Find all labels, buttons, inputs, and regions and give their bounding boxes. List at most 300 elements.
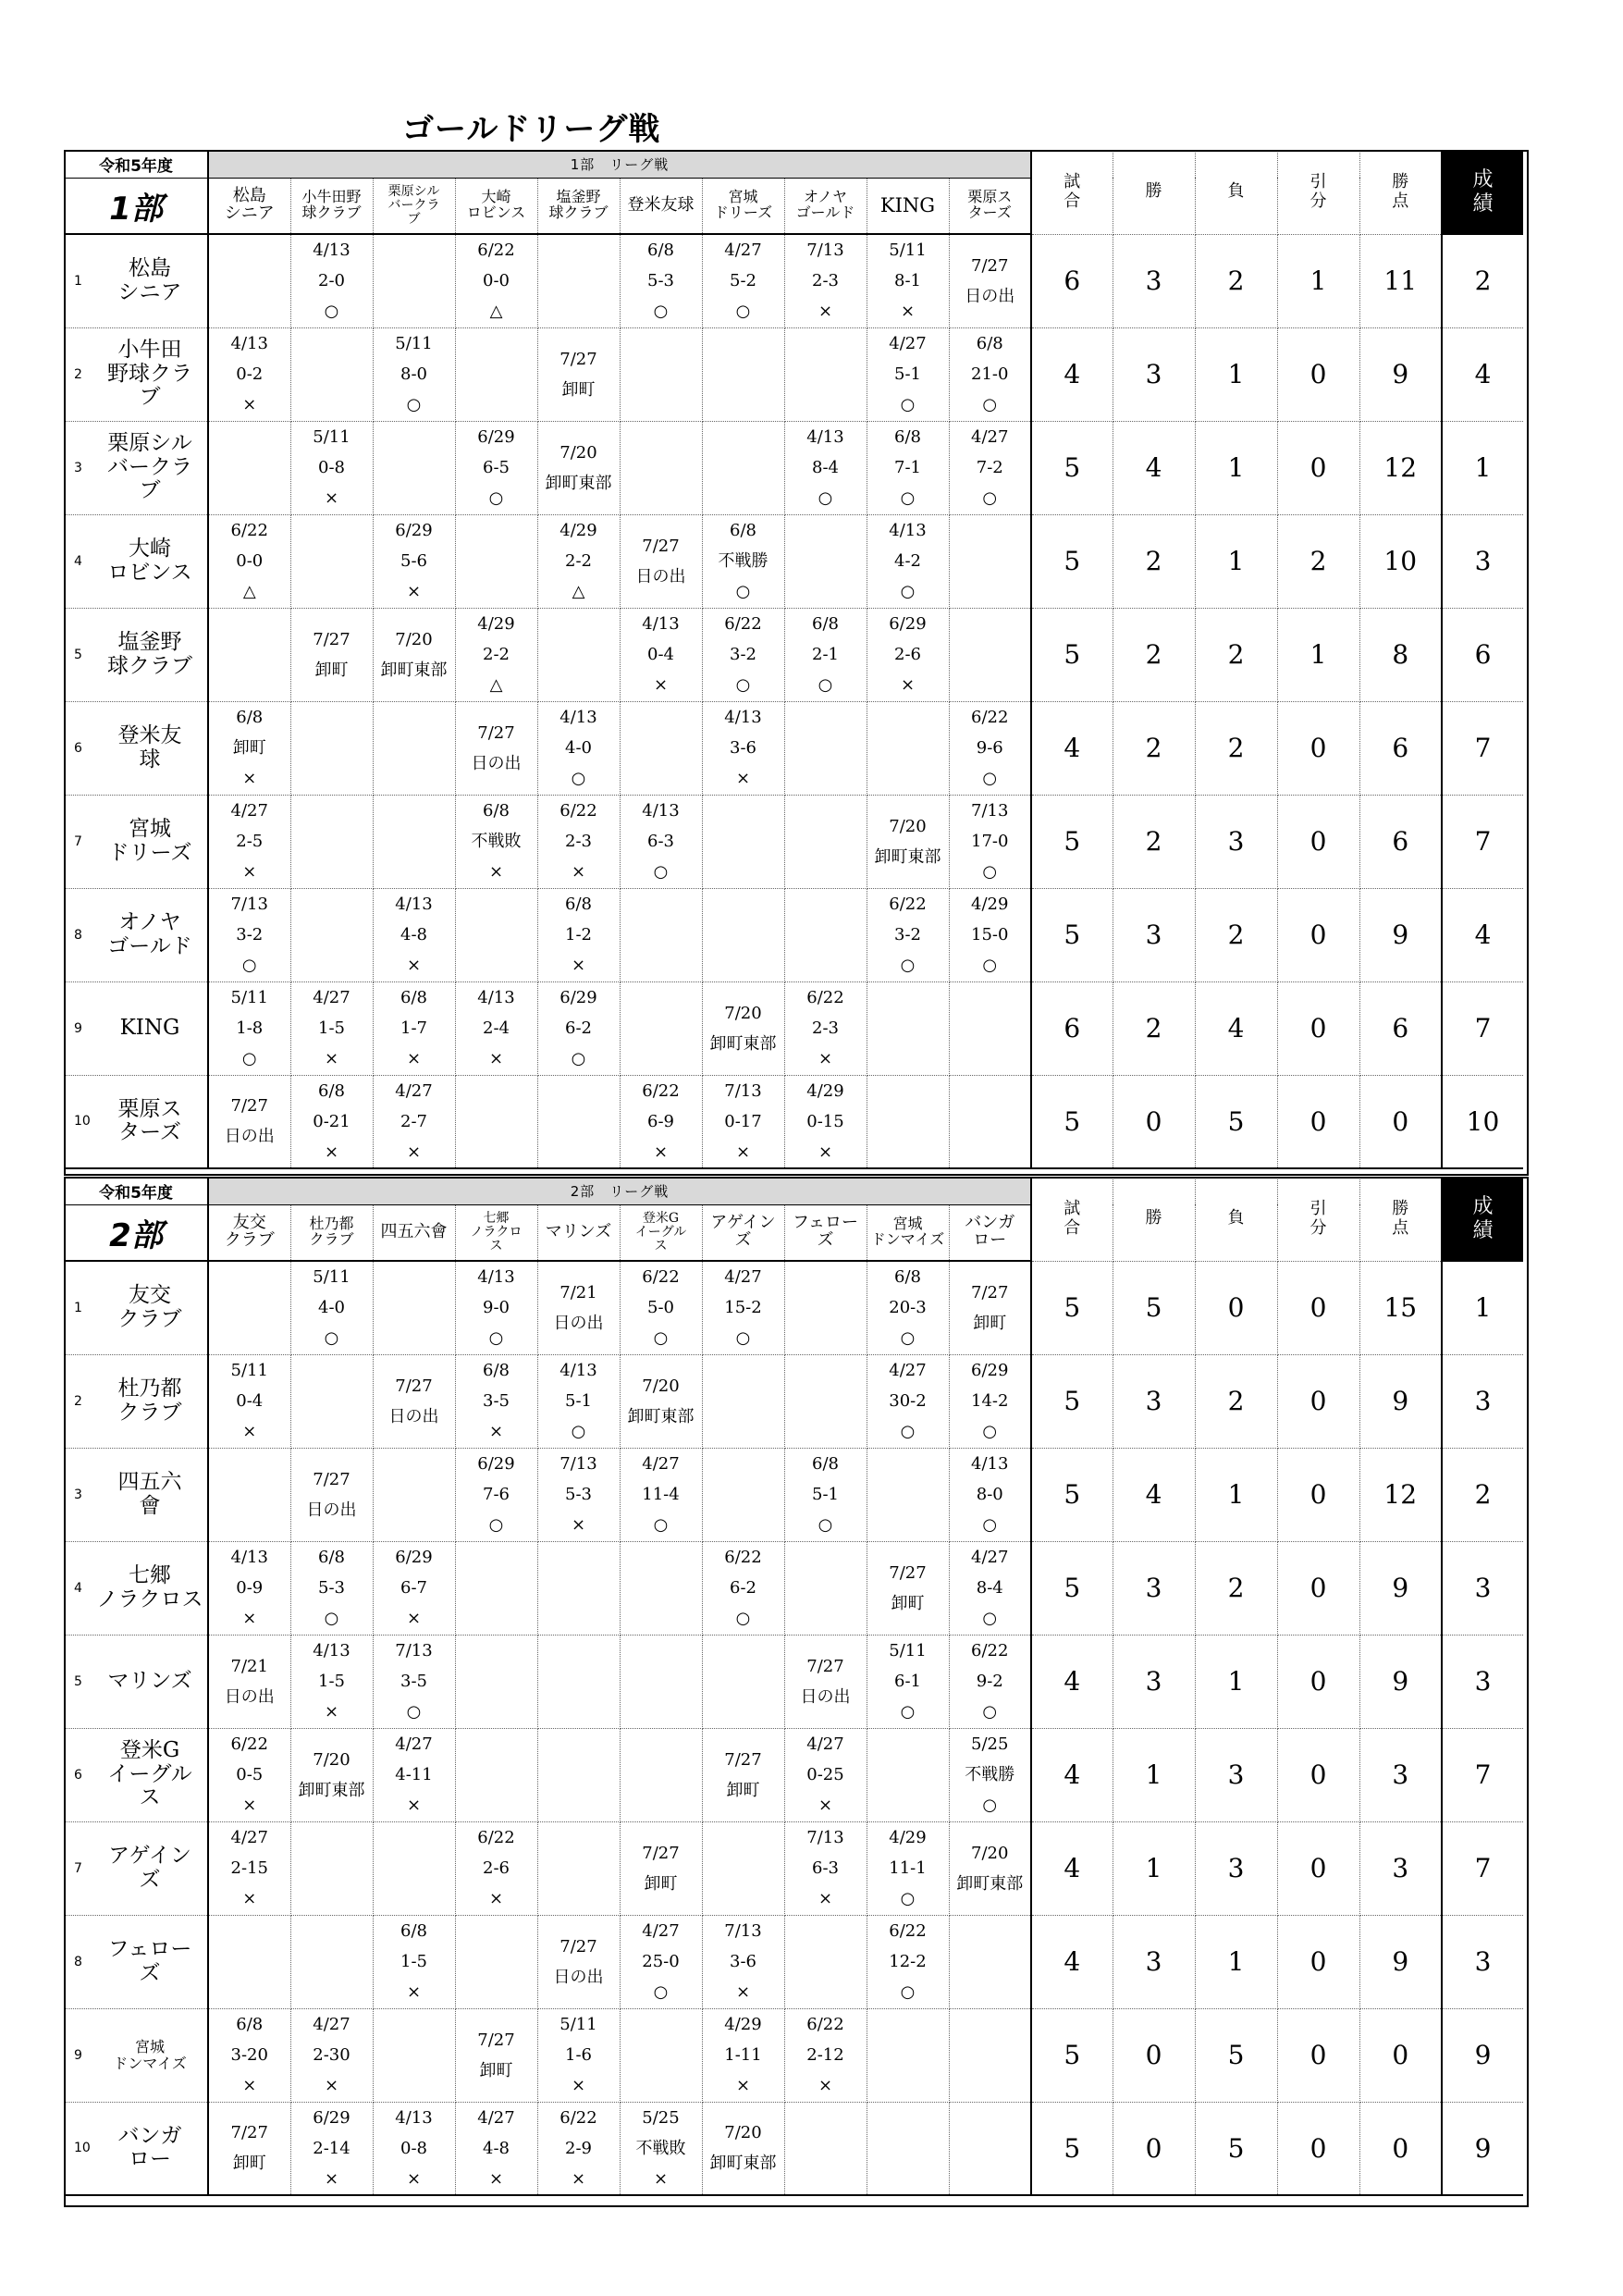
match-result-cell: 7/13 5-3 ×: [537, 1448, 620, 1541]
match-result-cell: 6/29 6-2 ○: [537, 981, 620, 1075]
losses-value: 4: [1195, 981, 1277, 1075]
match-result-cell: 6/8 卸町 ×: [208, 701, 290, 795]
losses-value: 2: [1195, 1354, 1277, 1448]
match-result-cell: 7/27 卸町: [208, 2102, 290, 2195]
match-result-cell: [290, 1821, 373, 1915]
points-value: 6: [1359, 795, 1442, 888]
match-result-cell: [867, 2102, 949, 2195]
match-result-cell: 6/22 9-6 ○: [949, 701, 1031, 795]
draws-value: 0: [1277, 1354, 1359, 1448]
match-result-cell: 7/27 卸町: [290, 608, 373, 701]
match-result-cell: 7/27 卸町: [455, 2008, 537, 2102]
draws-value: 0: [1277, 1821, 1359, 1915]
rank-value: 7: [1442, 1821, 1523, 1915]
team-name: 七郷 ノラクロス: [96, 1562, 203, 1611]
team-row: [65, 421, 1523, 514]
match-result-cell: 5/11 8-1 ×: [867, 234, 949, 327]
match-result-cell: 4/13 4-8 ×: [373, 888, 455, 981]
match-result-cell: 4/27 2-15 ×: [208, 1821, 290, 1915]
rank-value: 6: [1442, 608, 1523, 701]
games-played-value: 5: [1031, 1261, 1113, 1354]
points-value: 9: [1359, 1541, 1442, 1635]
team-name: オノヤ ゴールド: [107, 909, 192, 958]
team-name: 宮城 ドンマイズ: [113, 2037, 187, 2072]
games-played-value: 5: [1031, 1354, 1113, 1448]
opponent-header: 栗原ス ターズ: [949, 178, 1031, 234]
match-result-cell: 7/27 卸町: [949, 1261, 1031, 1354]
team-number: 6: [74, 1767, 82, 1783]
losses-value: 1: [1195, 1915, 1277, 2008]
match-result-cell: 6/8 3-20 ×: [208, 2008, 290, 2102]
team-row: [65, 795, 1523, 888]
losses-value: 5: [1195, 2008, 1277, 2102]
match-result-cell: [537, 1728, 620, 1821]
points-value: 0: [1359, 1075, 1442, 1168]
points-value: 9: [1359, 1354, 1442, 1448]
games-played-value: 4: [1031, 1728, 1113, 1821]
opponent-header: 宮城 ドンマイズ: [867, 1204, 949, 1261]
match-result-cell: [208, 1448, 290, 1541]
stat-header: 成 績: [1442, 1178, 1523, 1261]
team-name: 登米友 球: [117, 722, 182, 772]
match-result-cell: 7/27 卸町: [537, 327, 620, 421]
losses-value: 2: [1195, 701, 1277, 795]
match-result-cell: 7/13 17-0 ○: [949, 795, 1031, 888]
rank-value: 2: [1442, 1448, 1523, 1541]
points-value: 9: [1359, 1635, 1442, 1728]
team-number: 5: [74, 1673, 82, 1689]
games-played-value: 6: [1031, 981, 1113, 1075]
team-name: 登米G イーグル ス: [107, 1737, 192, 1810]
team-label: [65, 234, 208, 327]
team-number: 8: [74, 927, 82, 943]
games-played-value: 5: [1031, 795, 1113, 888]
opponent-header: 塩釜野 球クラブ: [537, 178, 620, 234]
match-result-cell: 6/22 3-2 ○: [702, 608, 784, 701]
match-result-cell: [290, 327, 373, 421]
match-result-cell: [373, 2008, 455, 2102]
match-result-cell: [702, 1448, 784, 1541]
team-label: [65, 1261, 208, 1354]
team-row: [65, 1075, 1523, 1168]
points-value: 3: [1359, 1821, 1442, 1915]
losses-value: 2: [1195, 888, 1277, 981]
match-result-cell: 4/27 4-11 ×: [373, 1728, 455, 1821]
team-label: [65, 2102, 208, 2195]
match-result-cell: 6/29 6-7 ×: [373, 1541, 455, 1635]
match-result-cell: 4/29 11-1 ○: [867, 1821, 949, 1915]
wins-value: 3: [1113, 888, 1195, 981]
match-result-cell: [620, 701, 702, 795]
team-label: [65, 1541, 208, 1635]
team-name: 友交 クラブ: [117, 1283, 182, 1331]
match-result-cell: 7/13 3-2 ○: [208, 888, 290, 981]
rank-value: 4: [1442, 888, 1523, 981]
rank-value: 9: [1442, 2008, 1523, 2102]
rank-value: 7: [1442, 981, 1523, 1075]
team-row: [65, 327, 1523, 421]
team-number: 7: [74, 1860, 82, 1876]
games-played-value: 5: [1031, 1448, 1113, 1541]
match-result-cell: [702, 1354, 784, 1448]
draws-value: 0: [1277, 1075, 1359, 1168]
match-result-cell: [537, 234, 620, 327]
match-result-cell: 5/11 4-0 ○: [290, 1261, 373, 1354]
wins-value: 2: [1113, 608, 1195, 701]
rank-value: 9: [1442, 2102, 1523, 2195]
team-number: 3: [74, 1487, 82, 1502]
match-result-cell: 6/8 20-3 ○: [867, 1261, 949, 1354]
match-result-cell: [455, 514, 537, 608]
losses-value: 1: [1195, 1448, 1277, 1541]
team-name: KING: [119, 1015, 180, 1040]
match-result-cell: [620, 1635, 702, 1728]
match-result-cell: 6/8 2-1 ○: [784, 608, 867, 701]
team-name: 松島 シニア: [117, 256, 182, 304]
match-result-cell: 7/20 卸町東部: [373, 608, 455, 701]
team-label: [65, 1075, 208, 1168]
match-result-cell: 6/8 1-5 ×: [373, 1915, 455, 2008]
match-result-cell: 7/27 日の出: [290, 1448, 373, 1541]
team-label: [65, 1728, 208, 1821]
team-number: 10: [74, 1114, 91, 1129]
team-row: [65, 1635, 1523, 1728]
games-played-value: 5: [1031, 1541, 1113, 1635]
match-result-cell: [784, 701, 867, 795]
match-result-cell: [373, 421, 455, 514]
wins-value: 3: [1113, 234, 1195, 327]
games-played-value: 5: [1031, 2008, 1113, 2102]
games-played-value: 5: [1031, 608, 1113, 701]
match-result-cell: 6/8 1-2 ×: [537, 888, 620, 981]
wins-value: 0: [1113, 2008, 1195, 2102]
match-result-cell: 7/20 卸町東部: [949, 1821, 1031, 1915]
team-number: 3: [74, 460, 82, 475]
rank-value: 7: [1442, 701, 1523, 795]
match-result-cell: 7/20 卸町東部: [867, 795, 949, 888]
wins-value: 1: [1113, 1821, 1195, 1915]
stat-header: 勝 点: [1359, 151, 1442, 234]
match-result-cell: [784, 2102, 867, 2195]
match-result-cell: 4/13 6-3 ○: [620, 795, 702, 888]
match-result-cell: 6/8 5-1 ○: [784, 1448, 867, 1541]
losses-value: 1: [1195, 514, 1277, 608]
match-result-cell: 6/8 0-21 ×: [290, 1075, 373, 1168]
match-result-cell: [455, 1728, 537, 1821]
match-result-cell: 6/22 0-0 △: [455, 234, 537, 327]
match-result-cell: [702, 1635, 784, 1728]
match-result-cell: [784, 1915, 867, 2008]
points-value: 8: [1359, 608, 1442, 701]
team-row: [65, 888, 1523, 981]
match-result-cell: 7/13 3-5 ○: [373, 1635, 455, 1728]
team-row: [65, 701, 1523, 795]
team-row: [65, 1261, 1523, 1354]
match-result-cell: [620, 327, 702, 421]
match-result-cell: 6/29 2-14 ×: [290, 2102, 373, 2195]
match-result-cell: 5/11 1-8 ○: [208, 981, 290, 1075]
team-label: [65, 1635, 208, 1728]
match-result-cell: [784, 1261, 867, 1354]
team-label: [65, 1354, 208, 1448]
opponent-header: 大崎 ロビンス: [455, 178, 537, 234]
team-number: 9: [74, 2047, 82, 2063]
match-result-cell: 4/27 2-5 ×: [208, 795, 290, 888]
wins-value: 3: [1113, 1635, 1195, 1728]
match-result-cell: [784, 795, 867, 888]
match-result-cell: [537, 1821, 620, 1915]
match-result-cell: 6/8 不戦勝 ○: [702, 514, 784, 608]
match-result-cell: 7/27 日の出: [537, 1915, 620, 2008]
match-result-cell: 4/27 25-0 ○: [620, 1915, 702, 2008]
team-label: [65, 2008, 208, 2102]
rank-value: 3: [1442, 1915, 1523, 2008]
points-value: 9: [1359, 1915, 1442, 2008]
team-number: 5: [74, 647, 82, 662]
team-number: 4: [74, 1580, 82, 1596]
year-label: 令和5年度: [65, 1178, 208, 1204]
draws-value: 0: [1277, 1541, 1359, 1635]
team-name: 四五六 會: [117, 1469, 182, 1518]
match-result-cell: 6/22 0-0 △: [208, 514, 290, 608]
wins-value: 1: [1113, 1728, 1195, 1821]
match-result-cell: 7/27 日の出: [949, 234, 1031, 327]
draws-value: 1: [1277, 234, 1359, 327]
wins-value: 2: [1113, 981, 1195, 1075]
points-value: 0: [1359, 2008, 1442, 2102]
match-result-cell: 4/13 8-4 ○: [784, 421, 867, 514]
opponent-header: 松島 シニア: [208, 178, 290, 234]
match-result-cell: 7/27 日の出: [784, 1635, 867, 1728]
wins-value: 2: [1113, 701, 1195, 795]
match-result-cell: 6/22 9-2 ○: [949, 1635, 1031, 1728]
draws-value: 0: [1277, 1448, 1359, 1541]
points-value: 12: [1359, 421, 1442, 514]
match-result-cell: 7/20 卸町東部: [537, 421, 620, 514]
draws-value: 0: [1277, 701, 1359, 795]
wins-value: 0: [1113, 2102, 1195, 2195]
match-result-cell: [949, 2008, 1031, 2102]
match-result-cell: 4/13 4-2 ○: [867, 514, 949, 608]
match-result-cell: 4/27 7-2 ○: [949, 421, 1031, 514]
team-name: アゲイン ズ: [108, 1843, 191, 1892]
match-result-cell: 4/13 0-2 ×: [208, 327, 290, 421]
team-name: 栗原ス ターズ: [117, 1096, 182, 1145]
match-result-cell: [455, 1635, 537, 1728]
match-result-cell: [208, 1915, 290, 2008]
match-result-cell: [949, 608, 1031, 701]
team-number: 4: [74, 553, 82, 569]
match-result-cell: 5/11 1-6 ×: [537, 2008, 620, 2102]
match-result-cell: [784, 1541, 867, 1635]
division-2-table: [65, 1178, 1523, 2196]
match-result-cell: 4/13 8-0 ○: [949, 1448, 1031, 1541]
opponent-header: 宮城 ドリーズ: [702, 178, 784, 234]
team-label: [65, 1448, 208, 1541]
match-result-cell: 5/25 不戦敗 ×: [620, 2102, 702, 2195]
losses-value: 2: [1195, 608, 1277, 701]
match-result-cell: 7/27 日の出: [620, 514, 702, 608]
match-result-cell: [373, 1261, 455, 1354]
match-result-cell: 6/8 5-3 ○: [290, 1541, 373, 1635]
stat-header: 試 合: [1031, 1178, 1113, 1261]
team-number: 2: [74, 366, 82, 382]
team-row: [65, 1448, 1523, 1541]
match-result-cell: 6/22 0-5 ×: [208, 1728, 290, 1821]
match-result-cell: [867, 701, 949, 795]
match-result-cell: [208, 608, 290, 701]
draws-value: 0: [1277, 1261, 1359, 1354]
team-number: 8: [74, 1954, 82, 1969]
games-played-value: 4: [1031, 1915, 1113, 2008]
stat-header: 引 分: [1277, 151, 1359, 234]
match-result-cell: [455, 1915, 537, 2008]
draws-value: 1: [1277, 608, 1359, 701]
match-result-cell: [290, 795, 373, 888]
team-label: [65, 1821, 208, 1915]
match-result-cell: [290, 888, 373, 981]
team-number: 9: [74, 1020, 82, 1036]
match-result-cell: 5/11 0-4 ×: [208, 1354, 290, 1448]
team-label: [65, 1915, 208, 2008]
match-result-cell: [373, 1448, 455, 1541]
losses-value: 5: [1195, 2102, 1277, 2195]
points-value: 9: [1359, 888, 1442, 981]
team-row: [65, 981, 1523, 1075]
opponent-header: バンガ ロー: [949, 1204, 1031, 1261]
rank-value: 7: [1442, 795, 1523, 888]
rank-value: 2: [1442, 234, 1523, 327]
team-label: [65, 981, 208, 1075]
team-row: [65, 1354, 1523, 1448]
match-result-cell: [290, 701, 373, 795]
match-result-cell: 6/22 2-6 ×: [455, 1821, 537, 1915]
draws-value: 0: [1277, 1915, 1359, 2008]
draws-value: 0: [1277, 2102, 1359, 2195]
team-row: [65, 234, 1523, 327]
match-result-cell: 4/27 2-7 ×: [373, 1075, 455, 1168]
match-result-cell: 7/21 日の出: [208, 1635, 290, 1728]
match-result-cell: 4/27 4-8 ×: [455, 2102, 537, 2195]
losses-value: 3: [1195, 795, 1277, 888]
games-played-value: 5: [1031, 2102, 1113, 2195]
match-result-cell: [784, 1354, 867, 1448]
match-result-cell: 7/27 卸町: [867, 1541, 949, 1635]
wins-value: 2: [1113, 795, 1195, 888]
match-result-cell: [702, 421, 784, 514]
team-number: 6: [74, 740, 82, 756]
match-result-cell: [537, 1075, 620, 1168]
match-result-cell: 4/13 0-4 ×: [620, 608, 702, 701]
losses-value: 5: [1195, 1075, 1277, 1168]
points-value: 15: [1359, 1261, 1442, 1354]
match-result-cell: [537, 608, 620, 701]
wins-value: 5: [1113, 1261, 1195, 1354]
points-value: 9: [1359, 327, 1442, 421]
opponent-header: アゲイン ズ: [702, 1204, 784, 1261]
team-row: [65, 514, 1523, 608]
match-result-cell: [537, 1541, 620, 1635]
team-name: バンガ ロー: [117, 2123, 182, 2172]
wins-value: 3: [1113, 327, 1195, 421]
match-result-cell: 6/22 6-9 ×: [620, 1075, 702, 1168]
opponent-header: オノヤ ゴールド: [784, 178, 867, 234]
stat-header: 負: [1195, 151, 1277, 234]
rank-value: 7: [1442, 1728, 1523, 1821]
match-result-cell: [455, 888, 537, 981]
points-value: 12: [1359, 1448, 1442, 1541]
match-result-cell: 4/13 3-6 ×: [702, 701, 784, 795]
opponent-header: 七郷 ノラクロ ス: [455, 1204, 537, 1261]
division-label: 1部: [65, 178, 208, 234]
match-result-cell: [373, 795, 455, 888]
match-result-cell: 7/27 卸町: [620, 1821, 702, 1915]
rank-value: 3: [1442, 1635, 1523, 1728]
match-result-cell: 6/22 2-12 ×: [784, 2008, 867, 2102]
losses-value: 1: [1195, 327, 1277, 421]
match-result-cell: [702, 795, 784, 888]
match-result-cell: [702, 888, 784, 981]
draws-value: 0: [1277, 1728, 1359, 1821]
match-result-cell: 6/22 12-2 ○: [867, 1915, 949, 2008]
match-result-cell: 7/27 日の出: [208, 1075, 290, 1168]
match-result-cell: 6/29 6-5 ○: [455, 421, 537, 514]
team-number: 1: [74, 1300, 82, 1315]
match-result-cell: [867, 981, 949, 1075]
match-result-cell: [455, 1541, 537, 1635]
opponent-header: KING: [867, 178, 949, 234]
league-title: 1部 リーグ戦: [208, 151, 1031, 178]
losses-value: 0: [1195, 1261, 1277, 1354]
match-result-cell: 4/27 1-5 ×: [290, 981, 373, 1075]
losses-value: 2: [1195, 234, 1277, 327]
rank-value: 1: [1442, 1261, 1523, 1354]
wins-value: 4: [1113, 1448, 1195, 1541]
match-result-cell: [867, 2008, 949, 2102]
stat-header: 負: [1195, 1178, 1277, 1261]
team-label: [65, 608, 208, 701]
match-result-cell: 6/29 7-6 ○: [455, 1448, 537, 1541]
match-result-cell: [620, 421, 702, 514]
rank-value: 3: [1442, 1354, 1523, 1448]
match-result-cell: [208, 421, 290, 514]
games-played-value: 4: [1031, 701, 1113, 795]
team-label: [65, 701, 208, 795]
match-result-cell: 4/13 2-4 ×: [455, 981, 537, 1075]
draws-value: 2: [1277, 514, 1359, 608]
match-result-cell: 4/13 5-1 ○: [537, 1354, 620, 1448]
team-label: [65, 795, 208, 888]
wins-value: 0: [1113, 1075, 1195, 1168]
games-played-value: 6: [1031, 234, 1113, 327]
match-result-cell: 7/27 日の出: [373, 1354, 455, 1448]
match-result-cell: 6/22 6-2 ○: [702, 1541, 784, 1635]
match-result-cell: 6/8 21-0 ○: [949, 327, 1031, 421]
team-number: 2: [74, 1393, 82, 1409]
team-row: [65, 608, 1523, 701]
match-result-cell: 6/8 5-3 ○: [620, 234, 702, 327]
match-result-cell: 7/20 卸町東部: [702, 2102, 784, 2195]
losses-value: 1: [1195, 1635, 1277, 1728]
match-result-cell: 5/11 0-8 ×: [290, 421, 373, 514]
opponent-header: 杜乃都 クラブ: [290, 1204, 373, 1261]
match-result-cell: 7/13 6-3 ×: [784, 1821, 867, 1915]
opponent-header: 栗原シル バークラ ブ: [373, 178, 455, 234]
match-result-cell: 7/27 日の出: [455, 701, 537, 795]
points-value: 6: [1359, 981, 1442, 1075]
team-number: 10: [74, 2141, 91, 2156]
match-result-cell: [784, 514, 867, 608]
